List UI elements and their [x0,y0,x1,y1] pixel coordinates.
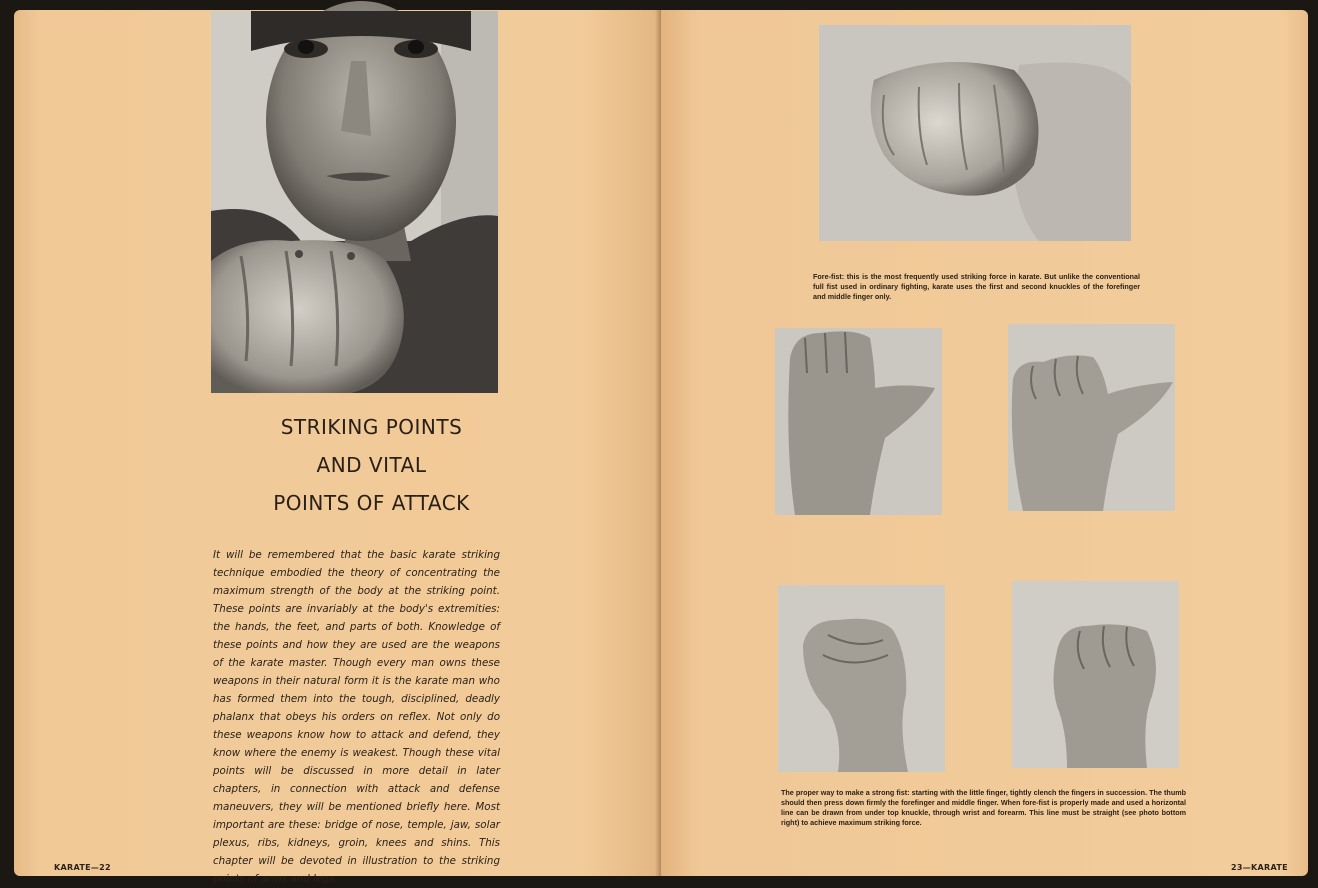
fist-step-2-photo [1008,324,1175,511]
fist-step-4-photo [1012,581,1179,768]
fore-fist-photo [819,25,1131,241]
right-page [661,10,1308,876]
intro-paragraph: It will be remembered that the basic karate striking technique embodied the theory of concentrating the maximum strength of the body at the striking point. These points are invariably at the body's extremities: the hands, the feet, and parts of both. Knowledge of these points and how they are used are the weapons of the karate master. Though every man owns these weapons in their natural form it is the karate man who has formed them into the tough, disciplined, deadly phalanx that obeys his orders on reflex. Not only do these weapons know how to attack and defend, they know where the enemy is weakest. Though these vital points will be discussed in more detail in later chapters, in connection with attack and defense maneuvers, they will be mentioned briefly here. Most important are these: bridge of nose, temple, jaw, solar plexus, ribs, kidneys, groin, knees and shins. This chapter will be devoted in illustration to the striking points of arms and legs. [213,549,500,885]
title-line-3: POINTS OF ATTACK [273,491,470,515]
right-folio: 23—KARATE [1231,863,1288,872]
fore-fist-caption: Fore-fist: this is the most frequently used striking force in karate. But unlike the conventional full fist used in ordinary fighting, karate uses the first and second knuckles of the forefinger and middle finger only. [813,272,1140,301]
strong-fist-caption: The proper way to make a strong fist: starting with the little finger, tightly clench the fingers in succession. The thumb should then press down firmly the forefinger and middle finger. When fore-fist is properly made and used a horizontal line can be drawn from under top knuckle, through wrist and forearm. This line must be straight (see photo bottom right) to achieve maximum striking force. [781,788,1186,827]
title-line-1: STRIKING POINTS [280,415,463,439]
fist-step-3-photo [778,585,945,772]
man-punch-photo [211,11,498,393]
fist-step-1-photo [775,328,942,515]
chapter-title [219,408,524,522]
left-page [14,10,661,885]
title-line-2: AND VITAL [316,453,427,477]
left-folio: KARATE—22 [54,863,111,872]
